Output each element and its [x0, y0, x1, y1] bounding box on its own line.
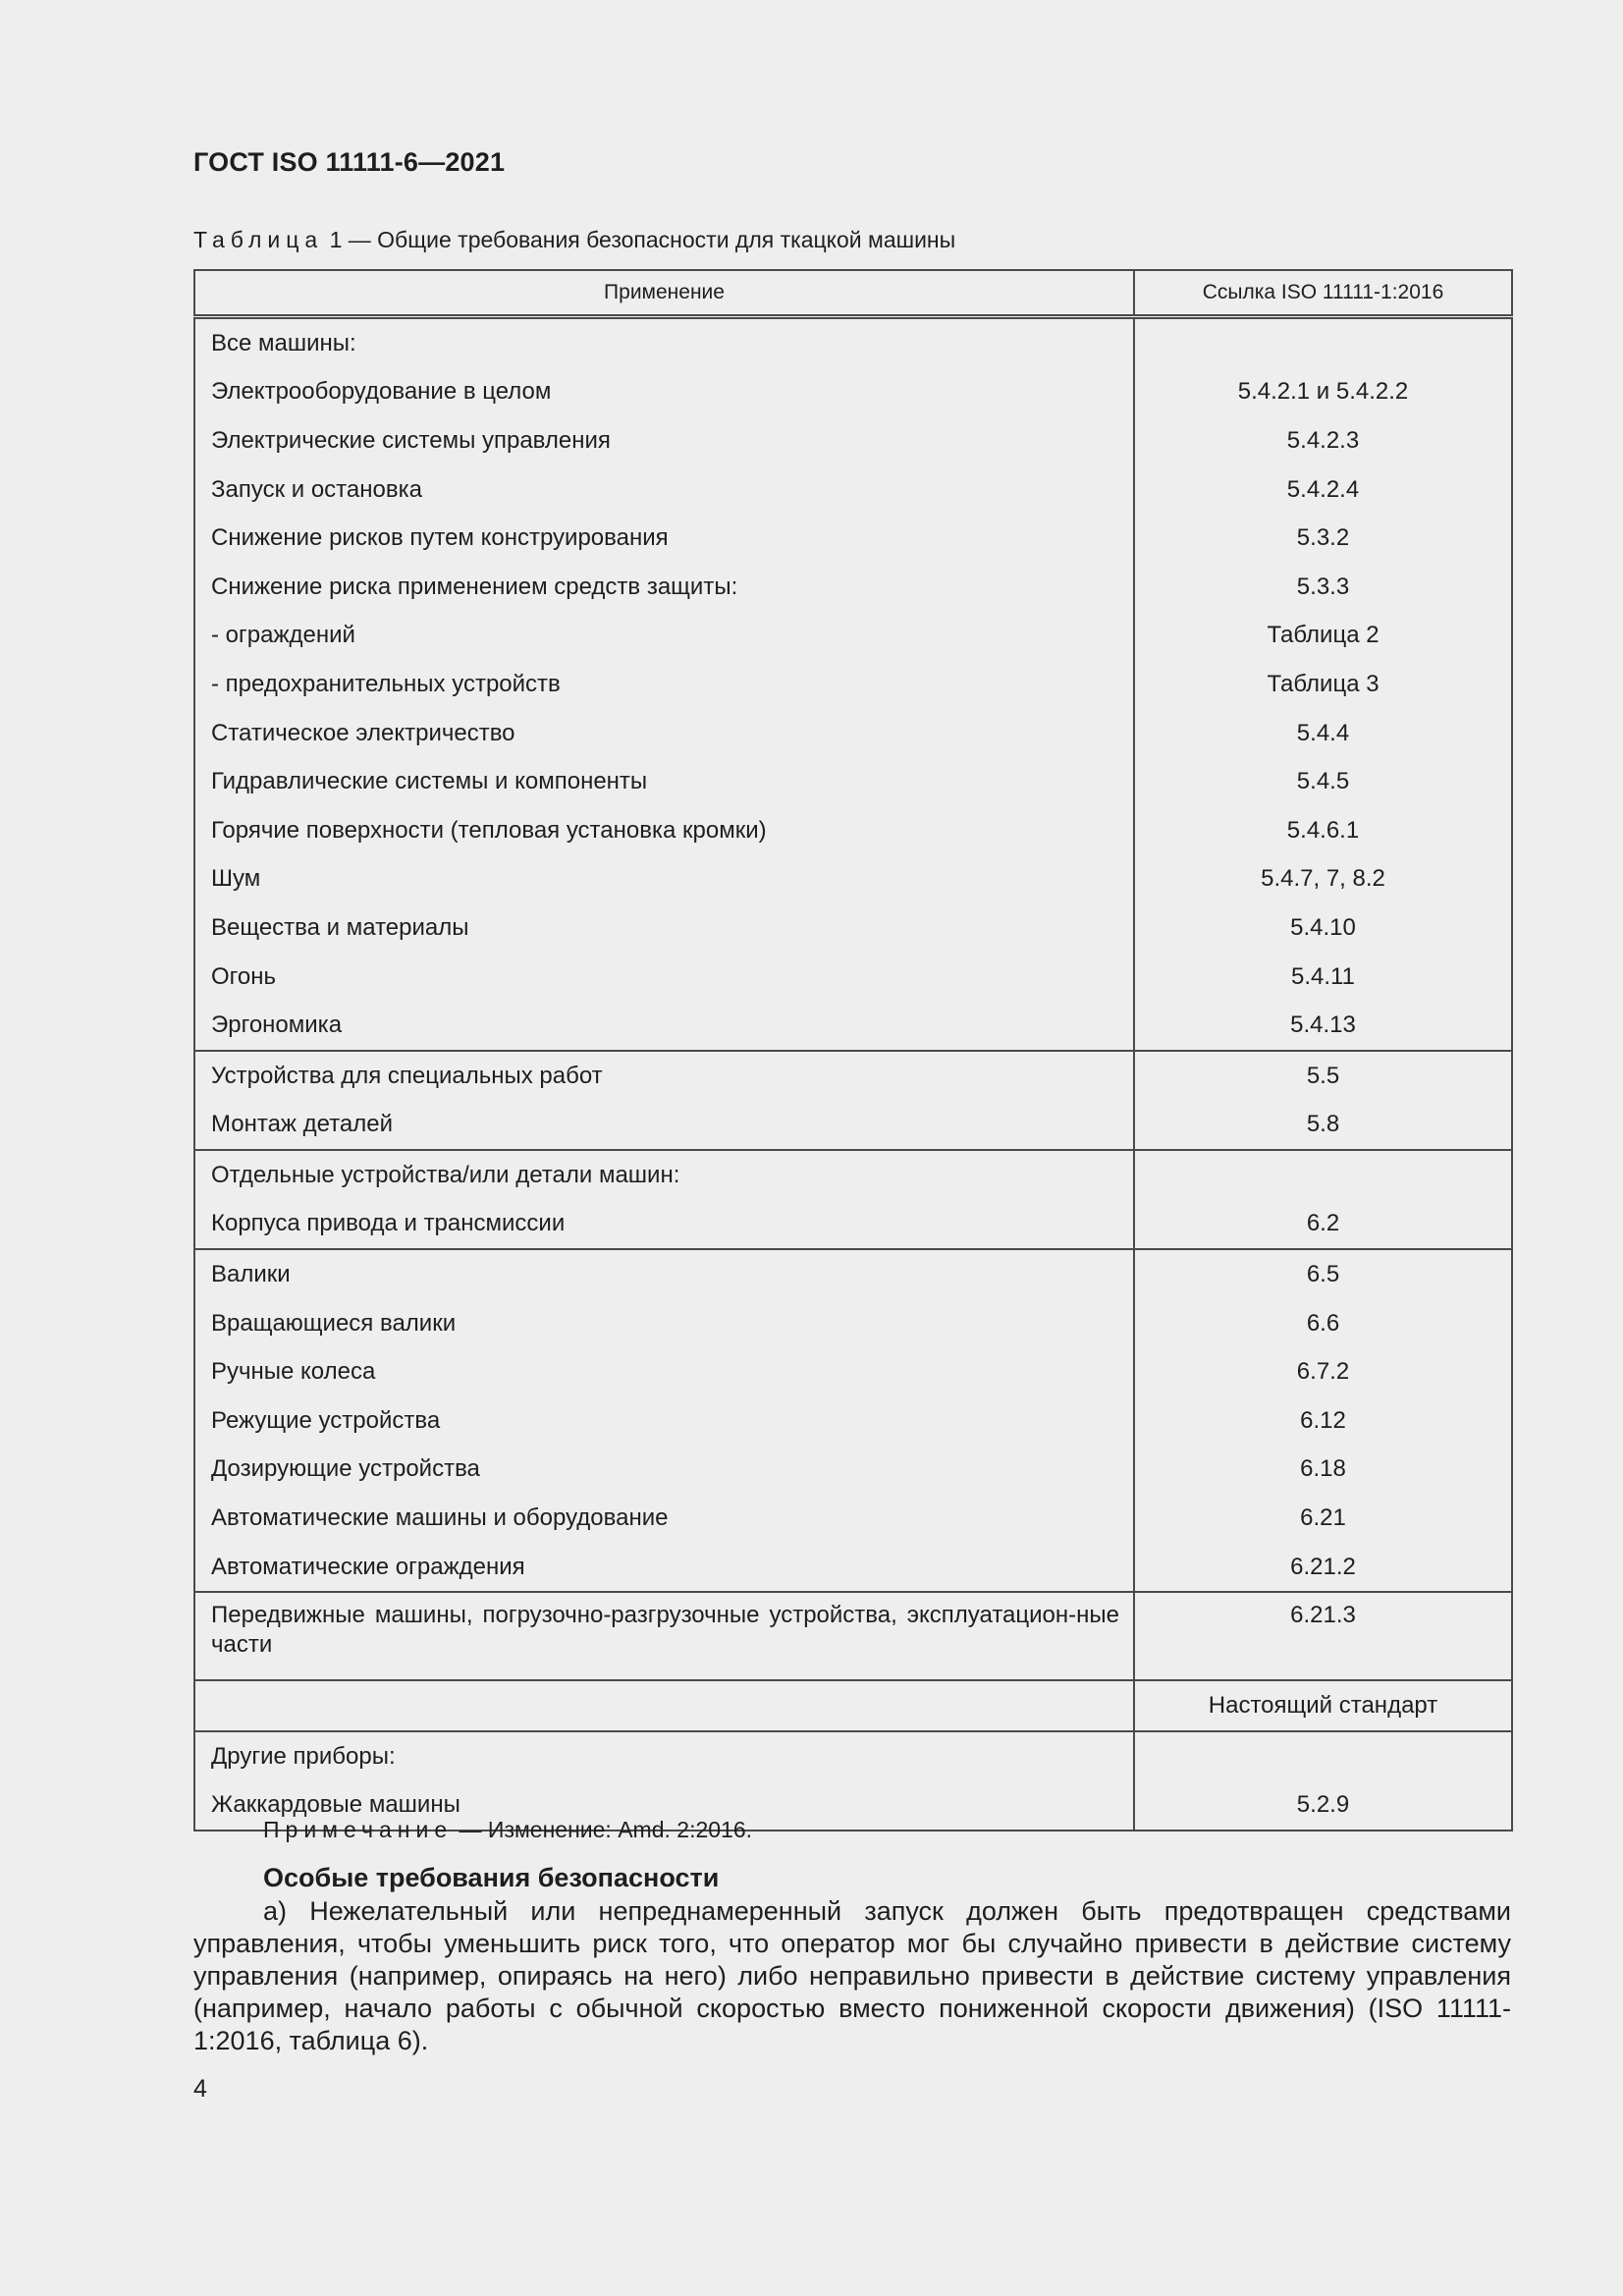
cell-reference: 5.4.2.3	[1134, 416, 1512, 465]
cell-reference	[1134, 317, 1512, 368]
table-caption-text: 1 — Общие требования безопасности для ткацкой машины	[323, 227, 956, 252]
table-row	[194, 757, 1512, 806]
column-header-reference: Ссылка ISO 11111-1:2016	[1134, 270, 1512, 317]
cell-application: Запуск и остановка	[194, 465, 1134, 515]
cell-application: Монтаж деталей	[194, 1101, 1134, 1151]
cell-reference: 5.4.4	[1134, 709, 1512, 758]
table-row	[194, 1001, 1512, 1051]
cell-reference: 6.7.2	[1134, 1347, 1512, 1396]
note-text: — Изменение: Amd. 2:2016.	[453, 1817, 753, 1842]
cell-reference: 5.2.9	[1134, 1781, 1512, 1831]
cell-application: Все машины:	[194, 317, 1134, 368]
table-row	[194, 1446, 1512, 1495]
cell-application: Вещества и материалы	[194, 903, 1134, 953]
cell-reference: Таблица 2	[1134, 612, 1512, 661]
cell-application: Устройства для специальных работ	[194, 1051, 1134, 1101]
table-row	[194, 416, 1512, 465]
cell-reference: 6.21.3	[1134, 1592, 1512, 1680]
table-row	[194, 1396, 1512, 1446]
table-row	[194, 1731, 1512, 1781]
cell-reference: 6.5	[1134, 1249, 1512, 1299]
column-header-application: Применение	[194, 270, 1134, 317]
table-row	[194, 903, 1512, 953]
page-number: 4	[193, 2075, 207, 2103]
cell-application: Гидравлические системы и компоненты	[194, 757, 1134, 806]
table-row	[194, 660, 1512, 709]
cell-application: Статическое электричество	[194, 709, 1134, 758]
table-row	[194, 1150, 1512, 1200]
table-row	[194, 1680, 1512, 1731]
table-caption-label: Таблица	[193, 227, 324, 252]
table-row	[194, 368, 1512, 417]
cell-reference: 6.21	[1134, 1494, 1512, 1543]
cell-application: Ручные колеса	[194, 1347, 1134, 1396]
table-row	[194, 612, 1512, 661]
table-caption	[193, 227, 955, 253]
cell-application: Эргономика	[194, 1001, 1134, 1051]
cell-application: Снижение рисков путем конструирования	[194, 514, 1134, 563]
cell-application: Горячие поверхности (тепловая установка кромки)	[194, 806, 1134, 855]
cell-reference: 6.6	[1134, 1299, 1512, 1348]
cell-application: Отдельные устройства/или детали машин:	[194, 1150, 1134, 1200]
cell-application: Огонь	[194, 953, 1134, 1002]
cell-reference: 6.12	[1134, 1396, 1512, 1446]
table-row	[194, 563, 1512, 612]
cell-application: Электрические системы управления	[194, 416, 1134, 465]
table-row	[194, 1347, 1512, 1396]
section-paragraph: а) Нежелательный или непреднамеренный запуск должен быть предотвращен средствами управления, чтобы уменьшить риск того, что оператор мог бы случайно привести в действие систему управления (например, опираясь на него) либо неправильно привести в действие систему управления (например, начало работы с обычной скоростью вместо пониженной скорости движения) (ISO 11111-1:2016, таблица 6).	[193, 1896, 1511, 2055]
table-row	[194, 855, 1512, 904]
table-row	[194, 1494, 1512, 1543]
document-header: ГОСТ ISO 11111-6—2021	[193, 147, 506, 177]
cell-reference: 5.4.11	[1134, 953, 1512, 1002]
cell-reference: 5.4.2.1 и 5.4.2.2	[1134, 368, 1512, 417]
table-body	[194, 317, 1512, 1831]
table-row	[194, 1051, 1512, 1101]
cell-application: - предохранительных устройств	[194, 660, 1134, 709]
table-row	[194, 1299, 1512, 1348]
cell-application: Жаккардовые машины	[194, 1781, 1134, 1831]
table-row	[194, 1543, 1512, 1593]
table-row	[194, 1249, 1512, 1299]
table-row	[194, 1200, 1512, 1250]
table-row	[194, 514, 1512, 563]
cell-reference: 5.8	[1134, 1101, 1512, 1151]
cell-reference	[1134, 1150, 1512, 1200]
table-row	[194, 806, 1512, 855]
cell-application: Вращающиеся валики	[194, 1299, 1134, 1348]
cell-application: Электрооборудование в целом	[194, 368, 1134, 417]
cell-reference: 5.4.7, 7, 8.2	[1134, 855, 1512, 904]
cell-reference: Настоящий стандарт	[1134, 1680, 1512, 1731]
cell-reference	[1134, 1731, 1512, 1781]
cell-application: Дозирующие устройства	[194, 1446, 1134, 1495]
table-note	[263, 1817, 752, 1843]
table-row	[194, 317, 1512, 368]
cell-application: Другие приборы:	[194, 1731, 1134, 1781]
cell-reference: 5.4.13	[1134, 1001, 1512, 1051]
table-row	[194, 1592, 1512, 1680]
table-row	[194, 465, 1512, 515]
cell-reference: Таблица 3	[1134, 660, 1512, 709]
note-label: Примечание	[263, 1817, 454, 1842]
cell-application: - ограждений	[194, 612, 1134, 661]
cell-application: Шум	[194, 855, 1134, 904]
cell-application: Валики	[194, 1249, 1134, 1299]
cell-reference: 6.2	[1134, 1200, 1512, 1250]
requirements-table	[193, 269, 1513, 1831]
cell-reference: 5.4.10	[1134, 903, 1512, 953]
cell-reference: 5.3.3	[1134, 563, 1512, 612]
cell-application: Корпуса привода и трансмиссии	[194, 1200, 1134, 1250]
section-title: Особые требования безопасности	[263, 1863, 720, 1892]
cell-reference: 6.21.2	[1134, 1543, 1512, 1593]
cell-reference: 5.4.5	[1134, 757, 1512, 806]
table-row	[194, 1101, 1512, 1151]
cell-application: Автоматические ограждения	[194, 1543, 1134, 1593]
table-header-row	[194, 270, 1512, 317]
cell-application: Снижение риска применением средств защиты:	[194, 563, 1134, 612]
cell-reference: 5.4.2.4	[1134, 465, 1512, 515]
cell-application: Автоматические машины и оборудование	[194, 1494, 1134, 1543]
table-row	[194, 953, 1512, 1002]
cell-application: Режущие устройства	[194, 1396, 1134, 1446]
cell-application: Передвижные машины, погрузочно-разгрузочные устройства, эксплуатацион-ные части	[194, 1592, 1134, 1680]
cell-application	[194, 1680, 1134, 1731]
cell-reference: 5.3.2	[1134, 514, 1512, 563]
cell-reference: 5.5	[1134, 1051, 1512, 1101]
cell-reference: 6.18	[1134, 1446, 1512, 1495]
table-row	[194, 709, 1512, 758]
cell-reference: 5.4.6.1	[1134, 806, 1512, 855]
